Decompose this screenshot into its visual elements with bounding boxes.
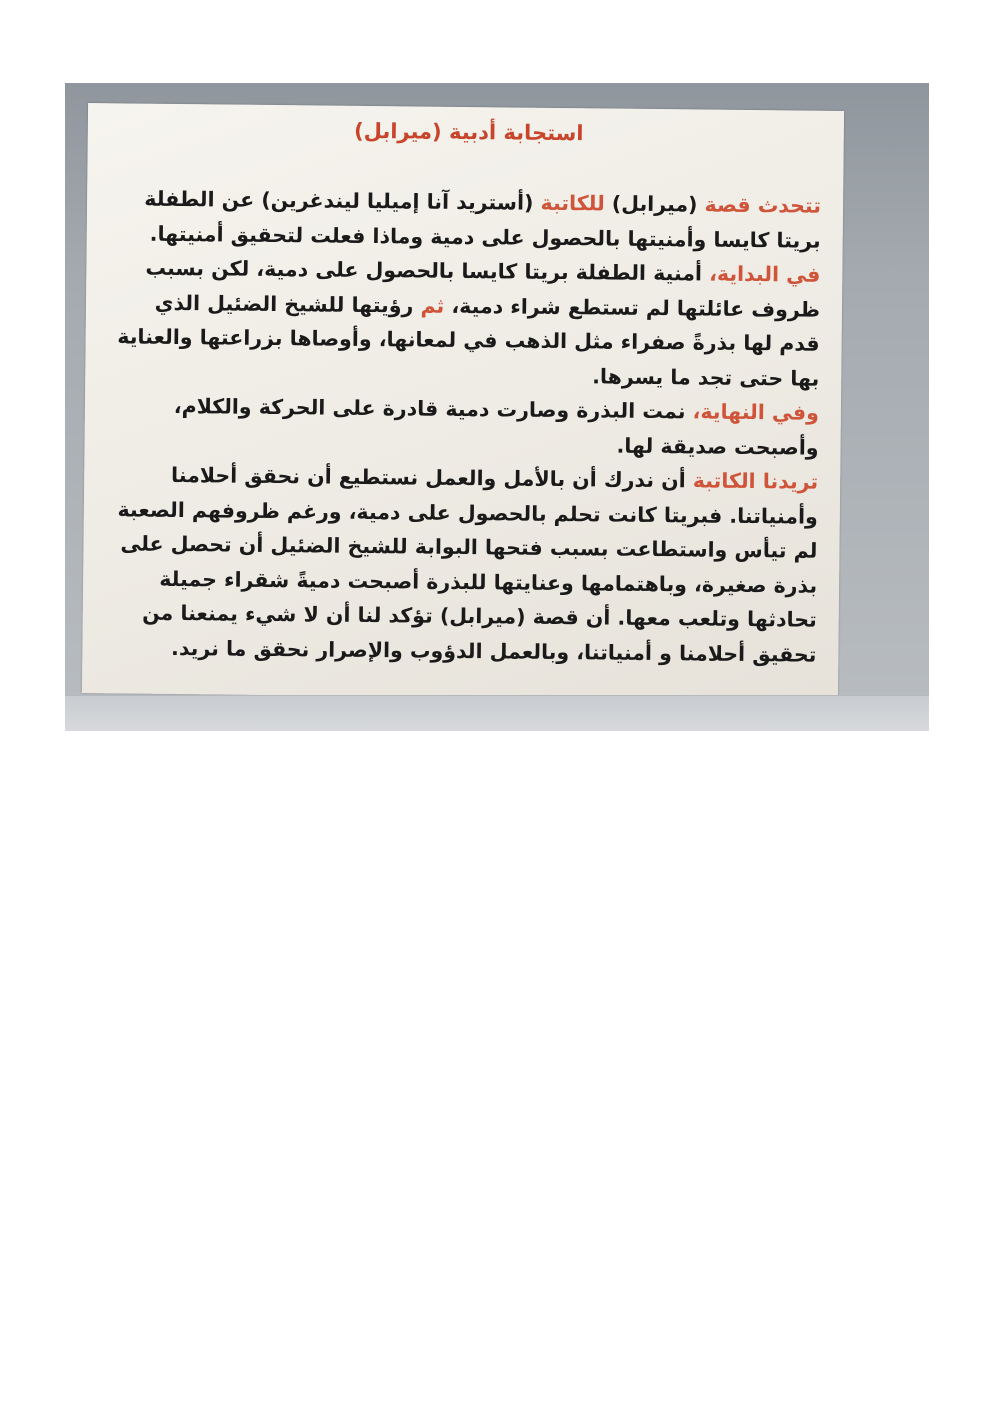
paragraph-text: نمت البذرة وصارت دمية قادرة على الحركة والكلام، وأصبحت صديقة لها. (173, 393, 819, 460)
highlight-phrase: تتحدث قصة (704, 192, 822, 218)
paragraph-intro (115, 181, 822, 257)
paragraph-text: (أستريد آنا إميليا ليندغرين) عن الطفلة بريتا كايسا وأمنيتها بالحصول على دمية وماذا فعلت لتحقيق أمنيتها. (144, 186, 821, 253)
paragraph-text: رؤيتها للشيخ الضئيل الذي قدم لها بذرةً صفراء مثل الذهب في لمعانها، وأوصاها بزراعتها والعناية بها حتى تجد ما يسرها. (117, 290, 820, 391)
paragraph-text: (ميرابل) (604, 191, 705, 217)
document-title: استجابة أدبية (ميرابل) (353, 118, 584, 146)
highlight-phrase: ثم (420, 293, 445, 318)
paragraph-text: أمنية الطفلة بريتا كايسا بالحصول على دمية، لكن بسبب ظروف عائلتها لم تستطع شراء دمية، (145, 255, 821, 322)
paragraph-ending (112, 388, 819, 464)
highlight-phrase: وفي النهاية، (692, 399, 820, 425)
paragraph-text: أن ندرك أن بالأمل والعمل نستطيع أن نحقق أحلامنا وأمنياتنا. فبريتا كانت تحلم بالحصول على دمية، ورغم ظروفهم الصعبة لم تيأس واستطاعت بسبب فتحها البوابة للشيخ الضئيل أن تحصل على بذرة صغيرة، وباهتمامها وعنايتها للبذرة أصبحت دميةً شقراء جميلة تحادثها وتلعب معها. أن قصة (ميرابل) تؤكد لنا أن لا شيء يمنعنا من تحقيق أحلامنا و أمنياتنا، وبالعمل الدؤوب والإصرار نحقق ما نريد. (117, 462, 818, 667)
photo-of-screen (65, 83, 929, 731)
paragraph-beginning (113, 250, 820, 395)
slide-content (110, 113, 822, 671)
highlight-phrase: في البداية، (709, 261, 821, 287)
highlight-phrase: تريدنا الكاتبة (692, 468, 819, 494)
slide (82, 103, 844, 701)
monitor-bezel (65, 695, 929, 731)
highlight-phrase: للكاتبة (540, 190, 605, 216)
paragraph-message (110, 457, 818, 671)
